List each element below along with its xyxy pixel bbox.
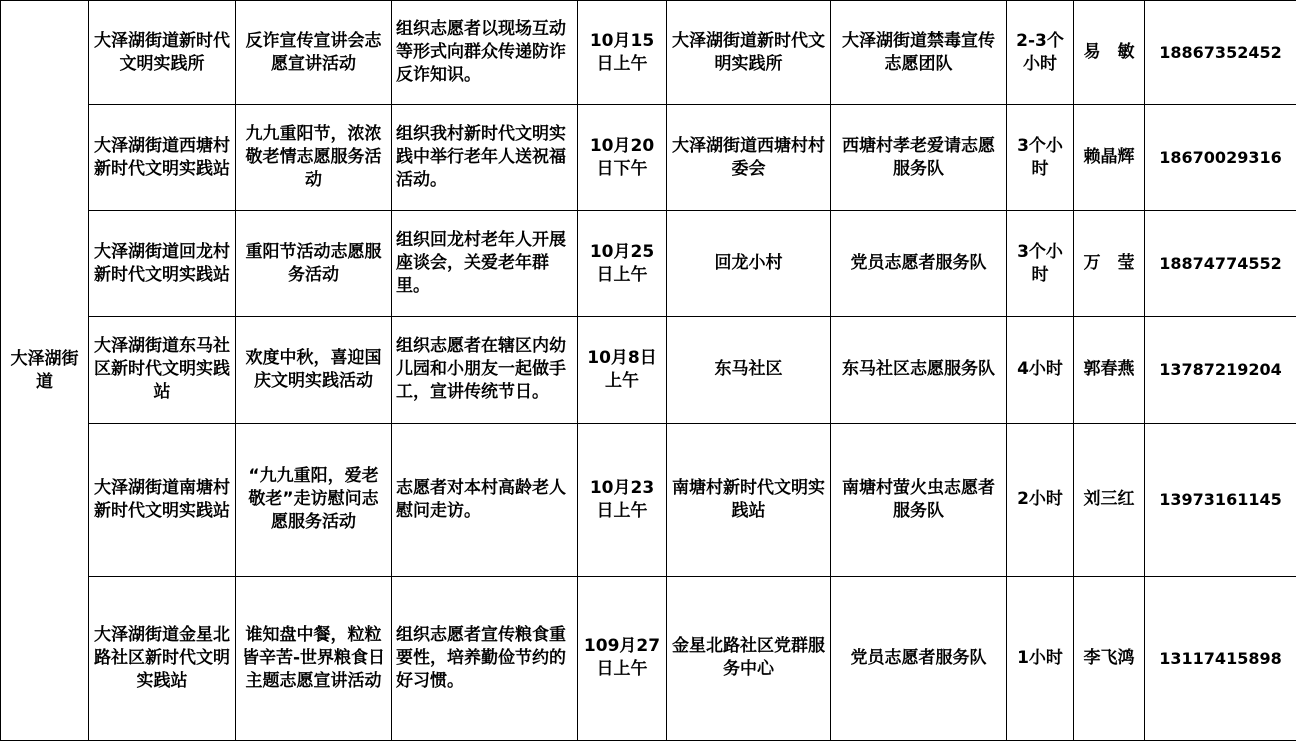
time-cell: 10月23日上午 (578, 423, 667, 576)
content-cell: 组织我村新时代文明实践中举行老年人送祝福活动。 (392, 105, 578, 211)
duration-cell: 1小时 (1007, 576, 1074, 740)
table-row (1, 1, 1296, 105)
activity-cell: 谁知盘中餐，粒粒皆辛苦-世界粮食日主题志愿宣讲活动 (236, 576, 392, 740)
duration-cell: 4小时 (1007, 317, 1074, 423)
content-cell: 组织志愿者在辖区内幼儿园和小朋友一起做手工，宣讲传统节日。 (392, 317, 578, 423)
station-cell: 大泽湖街道南塘村新时代文明实践站 (89, 423, 236, 576)
activity-cell: 反诈宣传宣讲会志愿宣讲活动 (236, 1, 392, 105)
time-cell: 10月25日上午 (578, 211, 667, 317)
contact-cell: 赖晶辉 (1074, 105, 1145, 211)
table-row (1, 576, 1296, 740)
location-cell: 大泽湖街道新时代文明实践所 (667, 1, 831, 105)
location-cell: 南塘村新时代文明实践站 (667, 423, 831, 576)
activity-cell: “九九重阳，爱老敬老”走访慰问志愿服务活动 (236, 423, 392, 576)
duration-cell: 3个小时 (1007, 105, 1074, 211)
location-cell: 大泽湖街道西塘村村委会 (667, 105, 831, 211)
contact-cell: 万 莹 (1074, 211, 1145, 317)
duration-cell: 2-3个小时 (1007, 1, 1074, 105)
activity-cell: 重阳节活动志愿服务活动 (236, 211, 392, 317)
team-cell: 东马社区志愿服务队 (831, 317, 1007, 423)
phone-cell: 13117415898 (1145, 576, 1296, 740)
phone-cell: 18867352452 (1145, 1, 1296, 105)
team-cell: 党员志愿者服务队 (831, 211, 1007, 317)
table-row (1, 317, 1296, 423)
contact-cell: 郭春燕 (1074, 317, 1145, 423)
activity-cell: 九九重阳节，浓浓敬老情志愿服务活动 (236, 105, 392, 211)
time-cell: 10月20日下午 (578, 105, 667, 211)
phone-cell: 13973161145 (1145, 423, 1296, 576)
station-cell: 大泽湖街道西塘村新时代文明实践站 (89, 105, 236, 211)
team-cell: 大泽湖街道禁毒宣传志愿团队 (831, 1, 1007, 105)
time-cell: 10月15日上午 (578, 1, 667, 105)
location-cell: 东马社区 (667, 317, 831, 423)
station-cell: 大泽湖街道东马社区新时代文明实践站 (89, 317, 236, 423)
station-cell: 大泽湖街道金星北路社区新时代文明实践站 (89, 576, 236, 740)
phone-cell: 18874774552 (1145, 211, 1296, 317)
phone-cell: 13787219204 (1145, 317, 1296, 423)
contact-cell: 刘三红 (1074, 423, 1145, 576)
team-cell: 西塘村孝老爱请志愿服务队 (831, 105, 1007, 211)
activity-cell: 欢度中秋，喜迎国庆文明实践活动 (236, 317, 392, 423)
contact-cell: 易 敏 (1074, 1, 1145, 105)
time-cell: 109月27日上午 (578, 576, 667, 740)
table-body (1, 1, 1296, 741)
content-cell: 组织志愿者以现场互动等形式向群众传递防诈反诈知识。 (392, 1, 578, 105)
duration-cell: 3个小时 (1007, 211, 1074, 317)
location-cell: 金星北路社区党群服务中心 (667, 576, 831, 740)
team-cell: 南塘村萤火虫志愿者服务队 (831, 423, 1007, 576)
team-cell: 党员志愿者服务队 (831, 576, 1007, 740)
station-cell: 大泽湖街道新时代文明实践所 (89, 1, 236, 105)
table-row (1, 105, 1296, 211)
content-cell: 组织志愿者宣传粮食重要性，培养勤俭节约的好习惯。 (392, 576, 578, 740)
street-cell: 大泽湖街道 (1, 1, 89, 741)
contact-cell: 李飞鸿 (1074, 576, 1145, 740)
time-cell: 10月8日上午 (578, 317, 667, 423)
table-row (1, 211, 1296, 317)
phone-cell: 18670029316 (1145, 105, 1296, 211)
location-cell: 回龙小村 (667, 211, 831, 317)
content-cell: 组织回龙村老年人开展座谈会，关爱老年群里。 (392, 211, 578, 317)
duration-cell: 2小时 (1007, 423, 1074, 576)
content-cell: 志愿者对本村高龄老人慰问走访。 (392, 423, 578, 576)
station-cell: 大泽湖街道回龙村新时代文明实践站 (89, 211, 236, 317)
table-row (1, 423, 1296, 576)
